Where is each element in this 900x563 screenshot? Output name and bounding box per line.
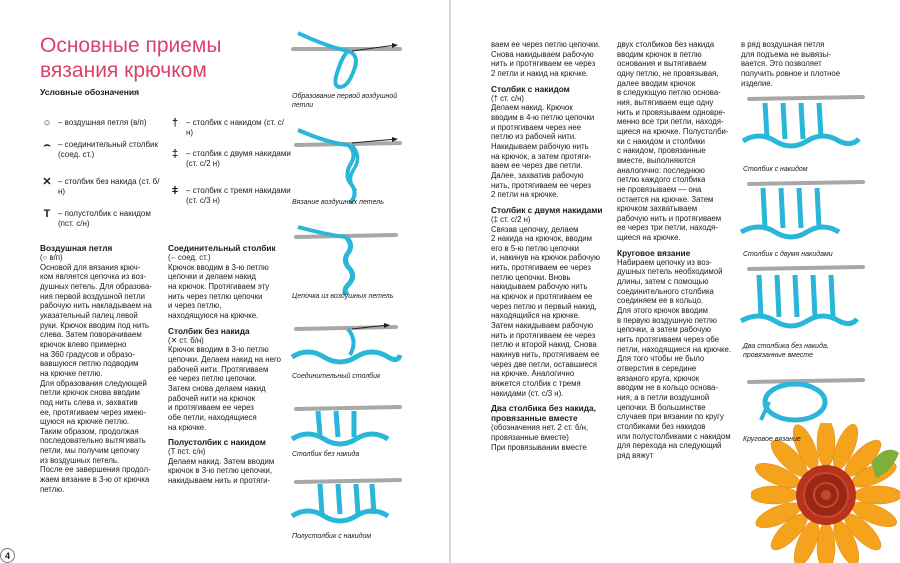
air-loop-line: петли, мы получим цепочку xyxy=(40,446,140,456)
column-stitches xyxy=(168,243,286,548)
section-heading: Полустолбик с накидом xyxy=(168,437,266,448)
section-line: Затем снова делаем накид xyxy=(168,383,266,393)
air-loop-line: под нить слева и, захватив xyxy=(40,397,138,407)
section-line: через две петли, оставшиеся xyxy=(491,359,597,369)
legend-item xyxy=(40,209,163,229)
illustration-caption: Круговое вязание xyxy=(743,436,801,443)
legend-heading: Условные обозначения xyxy=(40,87,140,97)
text-line: менно все три петли, находя- xyxy=(617,117,724,127)
circular-line: соединительного столбика xyxy=(617,286,714,296)
legend-item xyxy=(168,149,291,169)
section-line: через петлю и первый накид, xyxy=(491,301,597,311)
illustration-caption: Вязание воздушных петель xyxy=(292,199,384,206)
section-abbr: († ст. с/н) xyxy=(491,93,525,103)
air-loop-line: на 360 градусов и образо- xyxy=(40,349,135,359)
legend-text: – соединительный столбик (соед. ст.) xyxy=(58,140,159,159)
page-number: 4 xyxy=(0,548,15,563)
text-line: аналогично: последнюю xyxy=(617,165,705,175)
text-line: не провязываем — она xyxy=(617,184,702,194)
illus-half-double xyxy=(288,470,408,530)
section-abbr: (‡ ст. с/2 н) xyxy=(491,214,531,224)
column-air-loop xyxy=(40,243,158,548)
text-line: далее вводим крючок xyxy=(617,78,696,88)
illus-double-crochet xyxy=(739,85,869,155)
illus-treble xyxy=(739,170,869,240)
section-line: нить через петлю цепочки xyxy=(168,291,263,301)
section-heading: Столбик с двумя накидами xyxy=(491,204,603,215)
legend-item xyxy=(40,177,163,197)
section-abbr: (✕ ст. б/н) xyxy=(168,335,204,345)
illustration-caption: Полустолбик с накидом xyxy=(292,533,372,540)
legend-text: – столбик без накида (ст. б/н) xyxy=(58,177,160,196)
text-line: рабочую нить и протягиваем xyxy=(617,213,722,223)
legend-symbol: † xyxy=(171,117,179,129)
air-loop-line: вавшуюся петлю подводим xyxy=(40,359,139,369)
circular-line: ния, а в петли воздушной xyxy=(617,392,710,402)
text-line: получить ровное и плотное xyxy=(741,68,841,78)
air-loop-line: петлю. xyxy=(40,484,65,494)
section-abbr: (обозначения нет. 2 ст. б/н, провязанные вместе) xyxy=(491,423,589,442)
right-page xyxy=(451,0,900,563)
section-line: рабочей нити на крючок xyxy=(168,393,256,403)
air-loop-line: петли крючок снова вводим xyxy=(40,388,140,398)
section-line: ваем ее через две петли. xyxy=(491,161,583,171)
air-loop-abbr: (○ в/п) xyxy=(40,253,63,262)
section-line: Далее, захватив рабочую xyxy=(491,170,584,180)
legend-text: – столбик с тремя накидами (ст. с/3 н) xyxy=(186,186,291,205)
illus-sc2tog xyxy=(739,255,869,330)
air-loop-line: на крючке петлю. xyxy=(40,368,103,378)
text-line: 2 петли и накид на крючке. xyxy=(491,68,589,78)
air-loop-line: Для образования следующей xyxy=(40,378,147,388)
circular-line: Для того чтобы не было xyxy=(617,354,705,364)
illus-circular xyxy=(739,368,869,428)
legend-text: – столбик с накидом (ст. с/н) xyxy=(186,118,284,137)
text-line: нить и провязываем одновре- xyxy=(617,107,726,117)
section-heading: Соединительный столбик xyxy=(168,243,276,253)
legend-symbol: ǂ xyxy=(171,185,179,197)
air-loop-line: слева. Затем поворачиваем xyxy=(40,330,142,340)
section-line: рабочей нити. Протягиваем xyxy=(168,364,269,374)
section-line: Делаем накид. Затем вводим xyxy=(168,456,275,466)
illus-chain xyxy=(288,225,408,295)
section-line: накинув нить, протягиваем ее xyxy=(491,350,600,360)
air-loop-line: ком является цепочка из воз- xyxy=(40,272,146,282)
air-loop-line: указательный палец левой xyxy=(40,310,138,320)
circular-line: случаев при вязании по кругу xyxy=(617,412,724,422)
section-line: 2 накида на крючок, вводим xyxy=(491,234,592,244)
section-line: петлю цепочки. Вновь xyxy=(491,272,571,282)
legend-text: – столбик с двумя накидами (ст. с/2 н) xyxy=(186,149,291,168)
text-line: щиеся на крючке. xyxy=(617,233,681,243)
circular-line: душных петель необходимой xyxy=(617,267,723,277)
circular-line: для перехода на следующий xyxy=(617,441,722,451)
left-page xyxy=(0,0,449,563)
air-loop-line: руки. Крючок вводим под нить xyxy=(40,320,149,330)
section-line: на крючке. xyxy=(168,422,207,432)
air-loop-line: крючок влево примерно xyxy=(40,339,127,349)
section-line: Связав цепочку, делаем xyxy=(491,224,579,234)
text-line: одну петлю, не провязывая, xyxy=(617,68,719,78)
section-abbr: (⌢ соед. ст.) xyxy=(168,253,211,262)
illustration-caption: Цепочка из воздушных петель xyxy=(292,293,394,300)
sunflower-photo xyxy=(751,423,900,563)
section-abbr: (T пст. с/н) xyxy=(168,447,206,457)
text-line: нить и протягиваем ее через xyxy=(491,59,596,69)
air-loop-line: жаем вязание в 3-ю от крючка xyxy=(40,475,150,485)
text-line: вместе, выполняются xyxy=(617,155,696,165)
section-line: нить, протягиваем ее через xyxy=(491,263,591,273)
section-line: ее через петлю цепочки. xyxy=(168,374,257,384)
air-loop-line: ее, протягиваем через имею- xyxy=(40,407,147,417)
circular-line: вводим не в кольцо основа- xyxy=(617,383,718,393)
page-title: Основные приемы вязания крючком xyxy=(40,34,222,82)
circular-line: или полустолбиками с накидом xyxy=(617,431,731,441)
section-line: При провязывании вместе xyxy=(491,442,587,452)
section-line: его в 5-ю петлю цепочки xyxy=(491,243,579,253)
text-line: ния, вытягиваем еще одну xyxy=(617,97,714,107)
column-double-stitches xyxy=(491,40,611,550)
circular-line: столбиками без накидов xyxy=(617,421,706,431)
illustration-caption: Два столбика без накида, провязанные вместе xyxy=(743,343,829,359)
air-loop-line: Основой для вязания крюч- xyxy=(40,262,141,272)
section-line: и через петлю, xyxy=(168,301,222,311)
section-line: крючок в 3-ю петлю цепочки, xyxy=(168,466,273,476)
section-line: Делаем накид. Крючок xyxy=(491,103,573,113)
section-line: находящуюся на крючке. xyxy=(168,310,259,320)
section-line: Крючок вводим в 3-ю петлю xyxy=(168,345,269,355)
section-line: на крючке. Аналогично xyxy=(491,369,575,379)
circular-line: ряд вяжут xyxy=(617,450,654,460)
illustration-caption: Образование первой воздушной петли xyxy=(292,93,398,109)
text-line: ее через три петли, находя- xyxy=(617,223,718,233)
section-line: и протягиваем ее через xyxy=(168,403,254,413)
illustration-caption: Столбик с накидом xyxy=(743,166,808,173)
section-line: цепочки и делаем накид xyxy=(168,272,256,282)
legend-item xyxy=(40,140,163,160)
illus-air-loops xyxy=(288,125,408,205)
legend-symbol: T xyxy=(43,208,51,220)
circular-line: отверстия в середине xyxy=(617,364,697,373)
illustration-caption: Столбик без накида xyxy=(292,451,360,458)
text-line: для подъема не вывязы- xyxy=(741,49,831,59)
section-line: находящийся на крючке. xyxy=(491,311,581,321)
circular-line: вязаного круга, крючок xyxy=(617,373,700,383)
legend-symbol: ‡ xyxy=(171,148,179,160)
air-loop-line: щуюся на крючке петлю. xyxy=(40,417,130,427)
illus-single-crochet xyxy=(288,395,408,455)
section-line: накидываем рабочую нить xyxy=(491,282,588,292)
legend-item xyxy=(168,186,291,206)
air-loop-line: последовательно вытягивать xyxy=(40,436,146,446)
section-line: и, накинув на крючок рабочую xyxy=(491,253,600,263)
text-line: двух столбиков без накида xyxy=(617,40,715,49)
circular-heading: Круговое вязание xyxy=(617,247,691,258)
illustration-caption: Столбик с двумя накидами xyxy=(743,251,833,258)
legend-text: – воздушная петля (в/п) xyxy=(58,118,147,127)
section-line: вводим в 4-ю петлю цепочки xyxy=(491,112,595,122)
legend-symbol: ✕ xyxy=(42,176,52,188)
air-loop-line: из воздушных петель. xyxy=(40,455,120,465)
section-line: на крючок и протягиваем ее xyxy=(491,292,593,302)
text-line: ки с накидом и столбики xyxy=(617,136,706,146)
legend-symbol: ⌢ xyxy=(43,139,51,151)
section-line: Затем накидываем рабочую xyxy=(491,321,594,331)
section-line: на крючок. Протягиваем эту xyxy=(168,281,270,291)
text-line: основания и вытягиваем xyxy=(617,59,707,69)
section-line: и протягиваем через нее xyxy=(491,122,582,132)
section-line: 2 петли на крючке. xyxy=(491,190,559,200)
text-line: петлю каждого столбика xyxy=(617,175,706,185)
legend-item xyxy=(168,118,291,138)
text-line: остается на крючке. Затем xyxy=(617,194,714,204)
text-line: ваем ее через петлю цепочки. xyxy=(491,40,601,49)
air-loop-line: рабочую нить накладываем на xyxy=(40,301,152,311)
illustration-caption: Соединительный столбик xyxy=(292,373,381,380)
circular-line: петли, находящиеся на крючке. xyxy=(617,344,732,354)
circular-line: цепочки, а затем рабочую xyxy=(617,325,711,335)
section-line: нить, протягиваем ее через xyxy=(491,180,591,190)
section-line: нить и протягиваем ее через xyxy=(491,330,596,340)
column-decrease-circular xyxy=(617,40,739,550)
air-loop-line: душных петель. Для образова- xyxy=(40,281,152,291)
section-heading: Столбик без накида xyxy=(168,325,250,336)
section-line: обе петли, находящиеся xyxy=(168,412,257,422)
circular-line: цепочки. В большинстве xyxy=(617,402,706,412)
text-line: вается. Это позволяет xyxy=(741,59,822,69)
air-loop-heading: Воздушная петля xyxy=(40,243,113,253)
text-line: вводим крючок в петлю xyxy=(617,49,702,59)
air-loop-line: ния первой воздушной петли xyxy=(40,291,146,301)
circular-line: Набираем цепочку из воз- xyxy=(617,257,712,267)
section-heading: Два столбика без накида, провязанные вместе xyxy=(491,403,596,424)
circular-line: нить протягиваем через обе xyxy=(617,335,720,345)
legend-text: – полустолбик с накидом (пст. с/н) xyxy=(58,209,151,228)
air-loop-line: Таким образом, продолжая xyxy=(40,426,139,436)
section-line: Накидываем рабочую нить xyxy=(491,141,589,151)
text-line: Снова накидываем рабочую xyxy=(491,49,594,59)
circular-line: длины, затем с помощью xyxy=(617,277,709,287)
air-loop-line: После ее завершения продол- xyxy=(40,465,151,475)
section-line: цепочки. Делаем накид на него xyxy=(168,354,281,364)
text-line: щиеся на крючке. Полустолби- xyxy=(617,126,729,136)
text-line: в следующую петлю основа- xyxy=(617,88,721,98)
illus-slip-stitch xyxy=(288,315,408,375)
section-line: накидами (ст. с/3 н). xyxy=(491,388,564,398)
section-line: петлю и второй накид. Снова xyxy=(491,340,597,350)
section-heading: Столбик с накидом xyxy=(491,83,570,94)
text-line: с накидом, провязанные xyxy=(617,146,706,156)
legend-symbol: ○ xyxy=(43,117,51,129)
circular-line: в первую воздушную петлю xyxy=(617,315,717,325)
circular-line: соединяем ее в кольцо. xyxy=(617,296,704,306)
text-line: в ряд воздушная петля xyxy=(741,40,825,49)
section-line: накидываем нить и протяги- xyxy=(168,476,271,486)
section-line: на крючок, а затем протяги- xyxy=(491,151,592,161)
circular-line: Для этого крючок вводим xyxy=(617,306,709,316)
text-line: изделие. xyxy=(741,78,773,88)
legend-item xyxy=(40,118,163,128)
section-line: вяжется столбик с тремя xyxy=(491,379,581,388)
illus-first-loop xyxy=(288,25,408,95)
section-line: Крючок вводим в 3-ю петлю xyxy=(168,262,269,272)
section-line: петлю из рабочей нити. xyxy=(491,132,577,142)
text-line: крючком захватываем xyxy=(617,204,698,214)
